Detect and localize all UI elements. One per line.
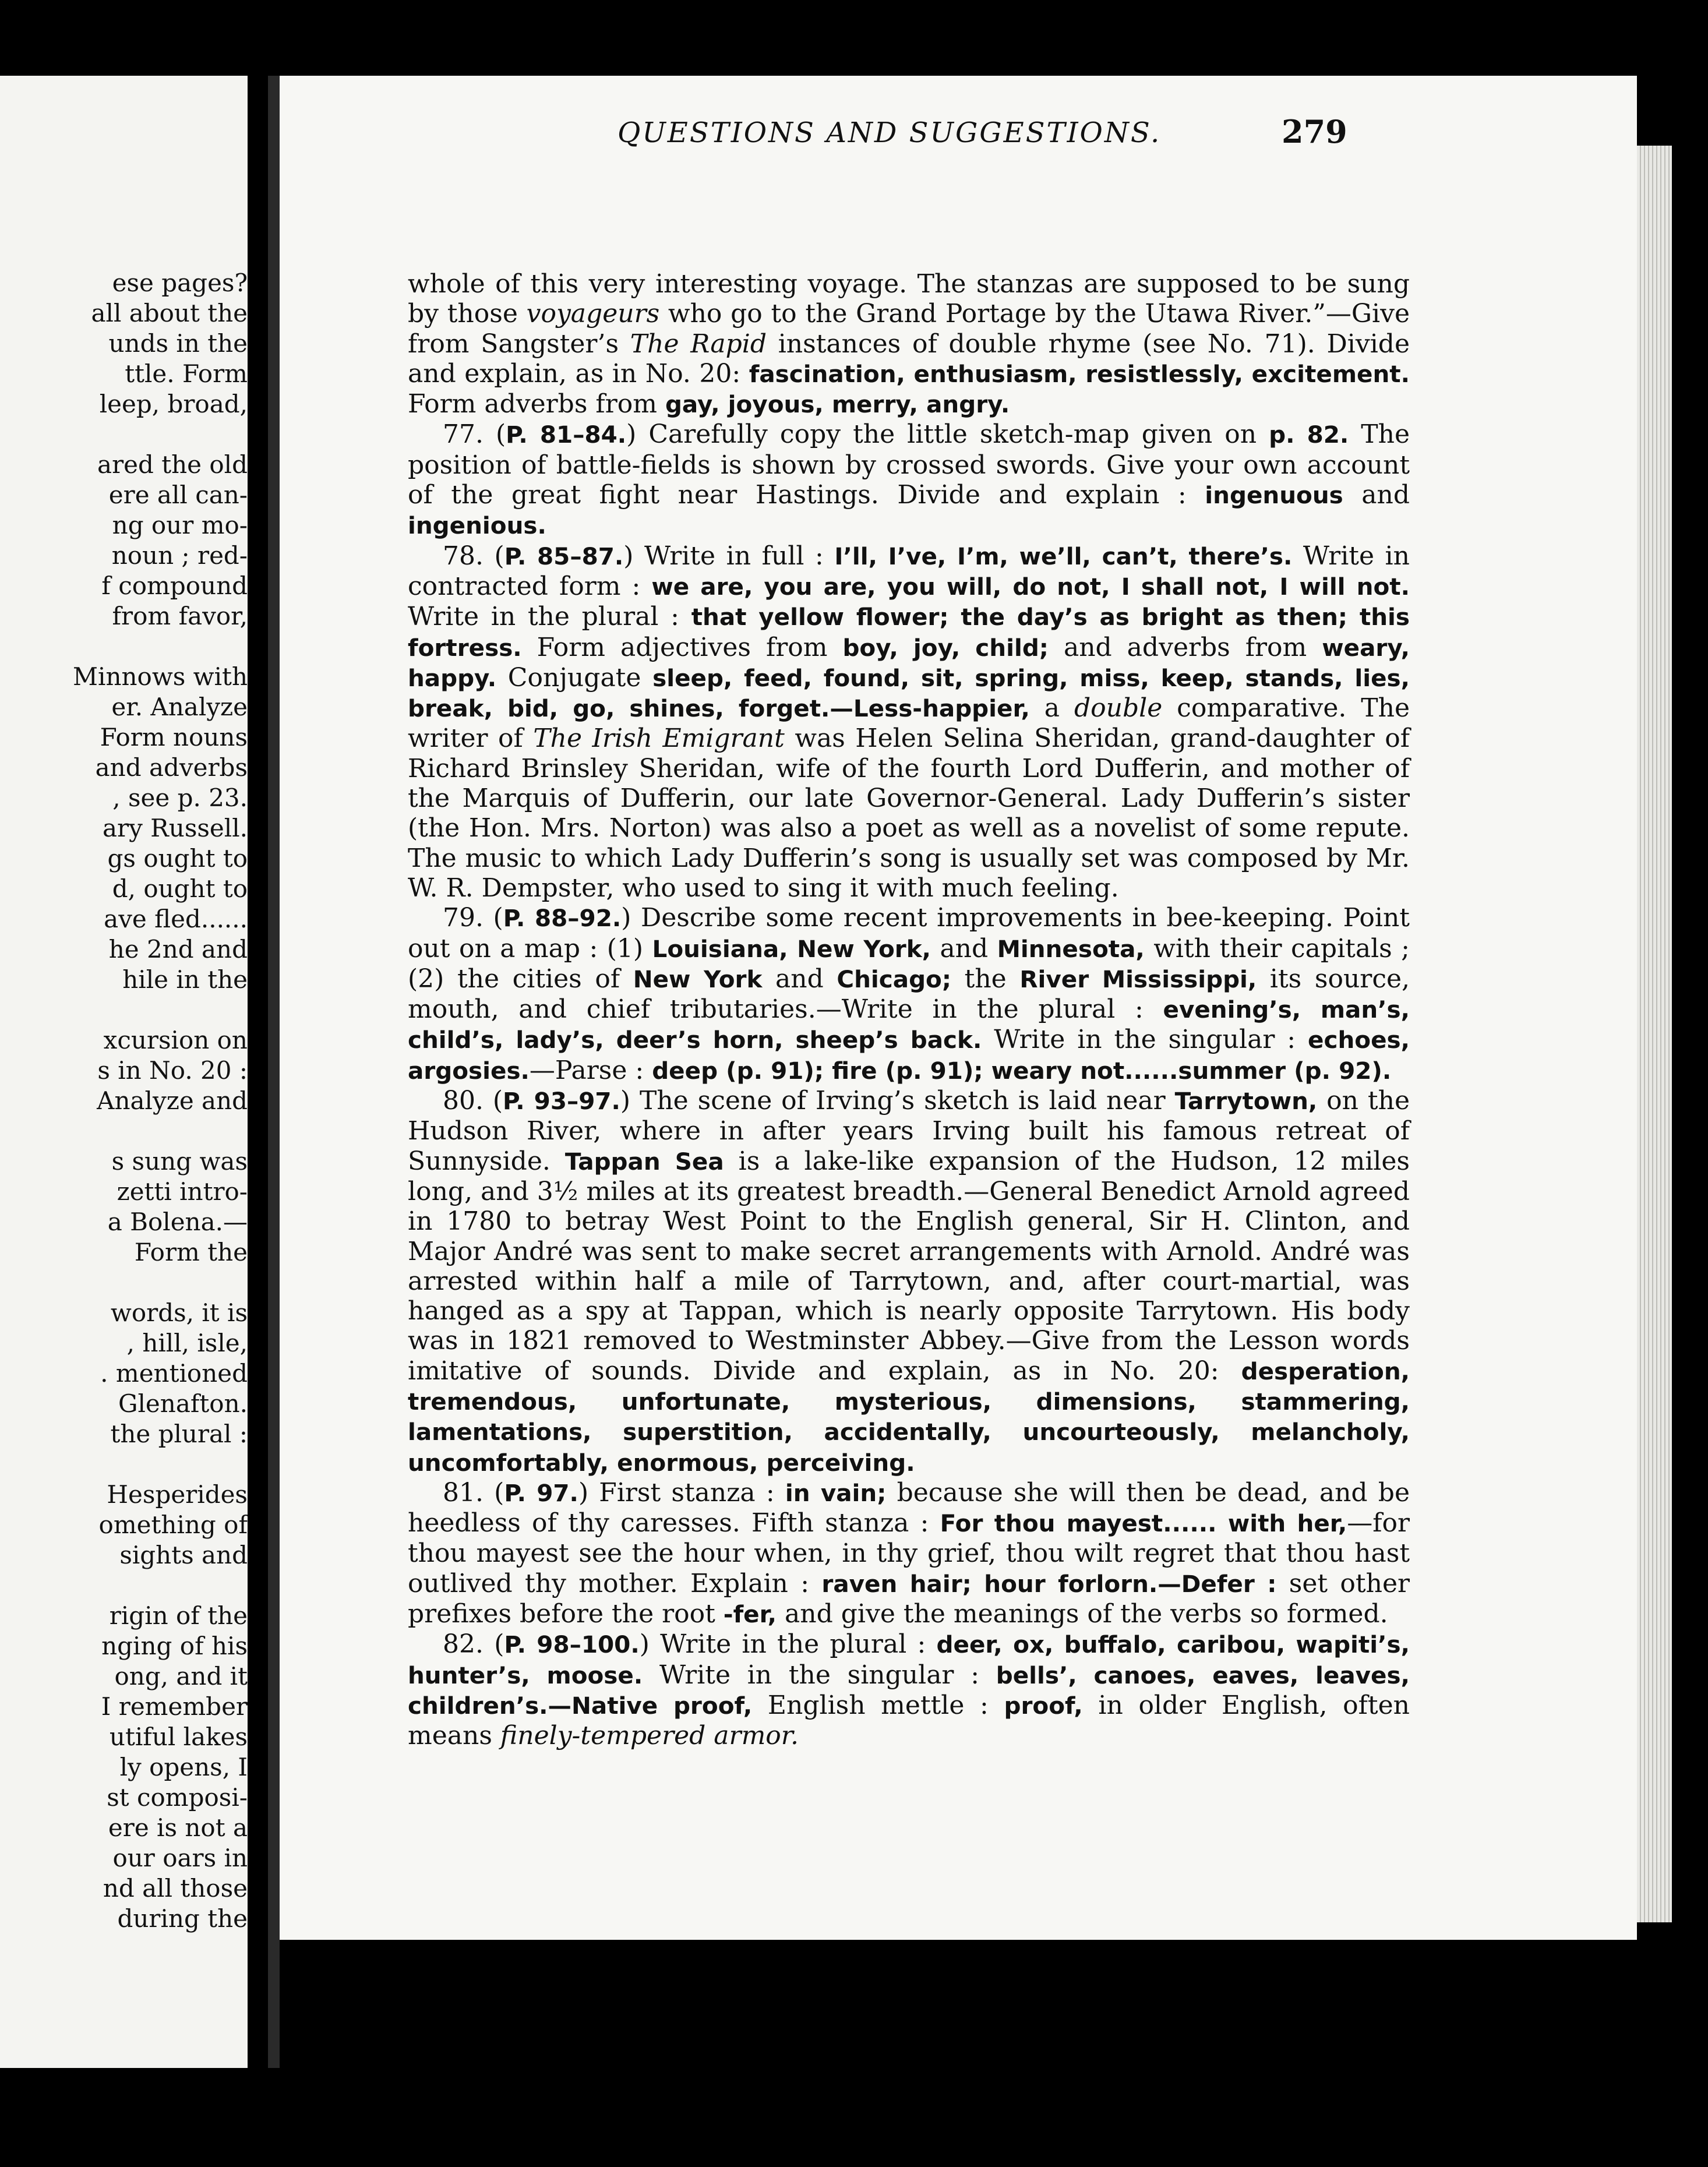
facing-page-line: sights and [119,1541,248,1569]
facing-page-line: rigin of the [109,1601,248,1630]
facing-page-line: er. Analyze [111,693,248,721]
book-gutter [268,76,280,2068]
facing-page-line: ong, and it [114,1662,248,1690]
facing-page-line: ly opens, I [119,1753,248,1781]
paragraph-76-continuation: whole of this very interesting voyage. The stanzas are supposed to be sung by those voyageurs who go to the Grand Portage by the Utawa River.”—Give from Sangster’s The Rapid instances of double rhyme (see No. 71). Divide and explain, as in No. 20: fascination, enthusiasm, resistlessly, excitement. Form adverbs from gay, joyous, merry, angry. [408,269,1410,419]
facing-page-line: Hesperides [107,1480,248,1509]
facing-page-line: noun ; red- [111,541,248,570]
facing-page-line: Form nouns [100,723,248,751]
facing-page-line: ave fled...... [104,905,248,933]
facing-page-line: ary Russell. [102,814,248,842]
paragraph-78: 78. (P. 85–87.) Write in full : I’ll, I’ve, I’m, we’ll, can’t, there’s. Write in contracted form : we are, you are, you will, do not, I shall not, I will not. Write in the plural : that yellow flower; the day’s as bright as then; this fortress. Form adjectives from boy, joy, child; and adverbs from weary, happy. Conjugate sleep, feed, found, sit, spring, miss, keep, stands, lies, break, bid, go, shines, forget.—Less-happier, a double comparative. The writer of The Irish Emigrant was Helen Selina Sheridan, grand-daughter of Richard Brinsley Sheridan, wife of the fourth Lord Dufferin, and mother of the Marquis of Dufferin, our late Governor-General. Lady Dufferin’s sister (the Hon. Mrs. Norton) was also a poet as well as a novelist of some repute. The music to which Lady Dufferin’s song is usually set was composed by Mr. W. R. Dempster, who used to sing it with much feeling. [408,541,1410,903]
page-edges [1637,146,1672,1922]
paragraph-80: 80. (P. 93–97.) The scene of Irving’s sketch is laid near Tarrytown, on the Hudson River, where in after years Irving built his famous retreat of Sunnyside. Tappan Sea is a lake-like expansion of the Hudson, 12 miles long, and 3½ miles at its greatest breadth.—General Benedict Arnold agreed in 1780 to betray West Point to the English general, Sir H. Clinton, and Major André was sent to make secret arrangements with Arnold. André was arrested within half a mile of Tarrytown, and, after court-martial, was hanged as a spy at Tappan, which is nearly opposite Tarrytown. His body was in 1821 removed to Westminster Abbey.—Give from the Lesson words imitative of sounds. Divide and explain, as in No. 20: desperation, tremendous, unfortunate, mysterious, dimensions, stammering, lamentations, superstition, accidentally, uncourteously, melancholy, uncomfortably, enormous, perceiving. [408,1086,1410,1477]
facing-page-line: ese pages? [112,269,248,297]
paragraph-81: 81. (P. 97.) First stanza : in vain; because she will then be dead, and be heedless of thy caresses. Fifth stanza : For thou mayest...... with her,—for thou mayest see the hour when, in thy grief, thou wilt regret that thou hast outlived thy mother. Explain : raven hair; hour forlorn.—Defer : set other prefixes before the root -fer, and give the meanings of the verbs so formed. [408,1477,1410,1629]
facing-page-line: words, it is [110,1298,248,1327]
facing-page-line: gs ought to [107,844,248,873]
facing-page-line: . mentioned [100,1359,248,1388]
facing-page-line: d, ought to [112,874,248,903]
facing-page-line: ere all can- [108,481,248,509]
facing-page-line: f compound [101,571,248,600]
facing-page-line: ared the old [97,450,248,479]
facing-page-line: ng our mo- [112,511,248,539]
facing-page-line: Glenafton. [118,1389,248,1418]
facing-page-line: hile in the [122,965,248,994]
facing-page-line: I remember [101,1692,248,1721]
paragraph-77: 77. (P. 81–84.) Carefully copy the little sketch-map given on p. 82. The position of battle-fields is shown by crossed swords. Give your own account of the great fight near Hastings. Divide and explain : ingenuous and ingenious. [408,419,1410,540]
facing-page-line: our oars in [112,1844,248,1872]
paragraph-79: 79. (P. 88–92.) Describe some recent improvements in bee-keeping. Point out on a map : (1) Louisiana, New York, and Minnesota, with their capitals ; (2) the cities of New York and Chicago; the River Mississippi, its source, mouth, and chief tributaries.—Write in the plural : evening’s, man’s, child’s, lady’s, deer’s horn, sheep’s back. Write in the singular : echoes, argosies.—Parse : deep (p. 91); fire (p. 91); weary not......summer (p. 92). [408,903,1410,1085]
page-number: 279 [1282,113,1347,150]
facing-page-line: ttle. Form [125,359,248,388]
facing-page-line: nging of his [101,1632,248,1660]
facing-page-line: and adverbs [95,753,248,782]
facing-page-line: omething of [98,1510,248,1539]
scan-speck [221,2045,230,2055]
facing-page-line: ere is not a [108,1813,248,1842]
facing-page-fragment [0,76,248,2068]
facing-page-line: from favor, [112,602,248,630]
facing-page-line: nd all those [103,1874,248,1903]
facing-page-line: Form the [134,1238,248,1266]
facing-page-line: s in No. 20 : [97,1056,248,1085]
facing-page-line: utiful lakes [109,1723,248,1751]
facing-page-line: s sung was [111,1147,248,1176]
facing-page-line: during the [117,1904,248,1933]
facing-page-line: a Bolena.— [107,1208,248,1236]
facing-page-line: he 2nd and [108,935,248,963]
facing-page-line: , see p. 23. [112,783,248,812]
facing-page-line: leep, broad, [99,390,248,418]
facing-page-line: st composi- [107,1783,248,1812]
facing-page-line: all about the [91,299,248,327]
facing-page-line: xcursion on [103,1026,248,1054]
facing-page-line: zetti intro- [117,1177,248,1206]
paragraph-82: 82. (P. 98–100.) Write in the plural : deer, ox, buffalo, caribou, wapiti’s, hunter’s, moose. Write in the singular : bells’, canoes, eaves, leaves, children’s.—Native proof, English mettle : proof, in older English, often means finely-tempered armor. [408,1629,1410,1751]
facing-page-line: , hill, isle, [126,1329,248,1357]
facing-page-line: the plural : [110,1420,248,1448]
facing-page-line: Minnows with [73,662,248,691]
running-header: QUESTIONS AND SUGGESTIONS. [617,117,1162,149]
facing-page-line: unds in the [108,329,248,358]
facing-page-line: Analyze and [97,1086,248,1115]
body-text [408,269,1410,1751]
